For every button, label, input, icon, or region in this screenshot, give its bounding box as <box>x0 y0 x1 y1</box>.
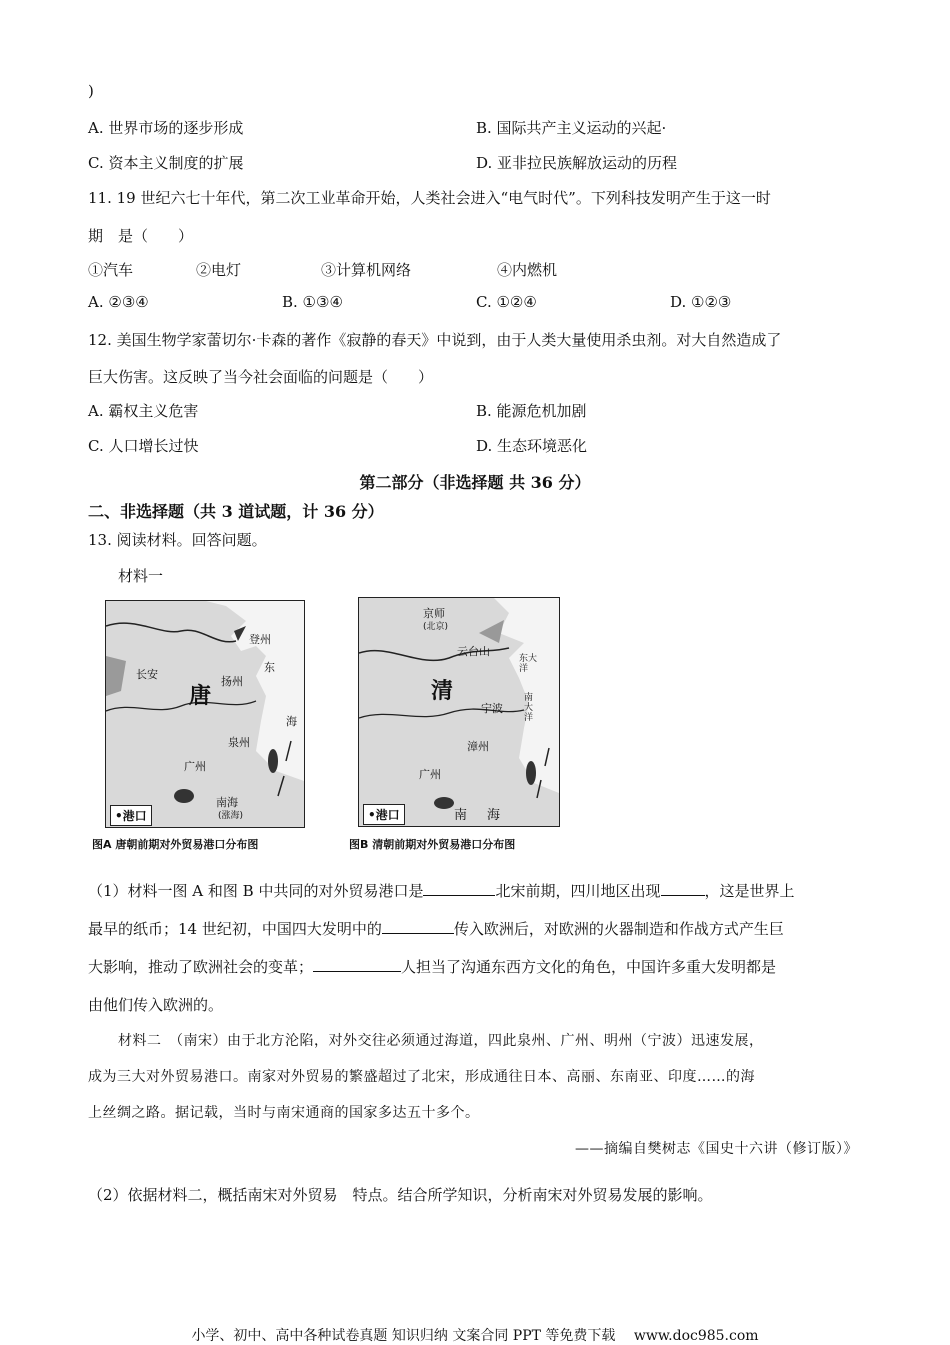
q11-option-b: B. ①③④ <box>282 293 343 311</box>
q11-item-3: ③计算机网络 <box>321 261 412 279</box>
section2-title: 二、非选择题（共 3 道试题，计 36 分） <box>88 502 384 521</box>
q12-stem-line2: 巨大伤害。这反映了当今社会面临的问题是（ ） <box>88 368 434 386</box>
map-a-label-tang: 唐 <box>189 684 212 709</box>
top-paren: ) <box>88 82 94 100</box>
map-a-label-zhanghai: (涨海) <box>218 811 244 821</box>
material2-line3: 上丝绸之路。据记载，当时与南宋通商的国家多达五十多个。 <box>88 1105 480 1121</box>
map-b-label-nandayang: 南大洋 <box>524 693 534 723</box>
part2-title: 第二部分（非选择题 共 36 分） <box>359 473 591 492</box>
q11-item-4: ④内燃机 <box>497 261 558 279</box>
q10-option-c: C. 资本主义制度的扩展 <box>88 154 244 172</box>
q11-stem-line2: 期 是（ ） <box>88 227 194 245</box>
map-b-label-beijing: (北京) <box>423 622 449 632</box>
q13-sub1-line1: （1）材料一图 A 和图 B 中共同的对外贸易港口是 北宋前期，四川地区出现 ，这是世界上 <box>88 882 795 900</box>
q12-option-a: A. 霸权主义危害 <box>88 402 199 420</box>
q11-option-d: D. ①②③ <box>670 293 732 311</box>
map-a-caption: 图A 唐朝前期对外贸易港口分布图 <box>92 838 259 851</box>
map-b-label-ningbo: 宁波 <box>481 702 503 715</box>
q11-item-2: ②电灯 <box>196 261 242 279</box>
map-b-label-jingshi: 京师 <box>423 607 445 620</box>
map-a-drawing <box>106 601 304 827</box>
material2-line2: 成为三大对外贸易港口。南家对外贸易的繁盛超过了北宋，形成通往日本、高丽、东南亚、印度……的海 <box>88 1069 755 1085</box>
page-footer: 小学、初中、高中各种试卷真题 知识归纳 文案合同 PPT 等免费下载 www.doc985.com <box>191 1328 759 1344</box>
q13-sub1-line3: 大影响，推动了欧洲社会的变革； 人担当了沟通东西方文化的角色，中国许多重大发明都是 <box>88 958 777 976</box>
q12-option-d: D. 生态环境恶化 <box>476 437 588 455</box>
map-a-label-yangzhou: 扬州 <box>221 675 243 688</box>
map-b <box>358 597 560 827</box>
q10-option-b: B. 国际共产主义运动的兴起· <box>476 119 667 137</box>
q11-item-1: ①汽车 <box>88 261 134 279</box>
blank-4[interactable] <box>313 957 401 972</box>
material1-label: 材料一 <box>118 567 164 585</box>
q12-stem-line1: 12. 美国生物学家蕾切尔·卡森的著作《寂静的春天》中说到，由于人类大量使用杀虫剂。对大自然造成了 <box>88 331 782 349</box>
map-a-label-quanzhou: 泉州 <box>228 736 250 749</box>
map-b-label-nan: 南 <box>454 808 468 823</box>
map-a-label-dengzhou: 登州 <box>249 633 271 646</box>
map-a-label-guangzhou: 广州 <box>184 760 206 773</box>
q13-sub1-line4: 由他们传入欧洲的。 <box>88 996 224 1014</box>
q10-option-d: D. 亚非拉民族解放运动的历程 <box>476 154 678 172</box>
map-b-caption: 图B 清朝前期对外贸易港口分布图 <box>349 838 516 851</box>
map-b-label-dongdayang: 东大洋 <box>519 654 538 674</box>
map-b-label-zhangzhou: 漳州 <box>467 740 489 753</box>
material2-line1: 材料二 （南宋）由于北方沦陷，对外交往必须通过海道，四此泉州、广州、明州（宁波）迅速发展， <box>118 1033 764 1049</box>
q13-sub2: （2）依据材料二，概括南宋对外贸易 特点。结合所学知识，分析南宋对外贸易发展的影响。 <box>88 1186 713 1204</box>
q13-intro: 13. 阅读材料。回答问题。 <box>88 531 267 549</box>
map-b-label-yuntaishan: 云台山 <box>457 645 490 658</box>
q11-option-c: C. ①②④ <box>476 293 537 311</box>
q11-option-a: A. ②③④ <box>88 293 149 311</box>
blank-1[interactable] <box>423 881 495 896</box>
map-a-label-dong: 东 <box>264 661 275 674</box>
q13-sub1-line2: 最早的纸币；14 世纪初，中国四大发明中的 传入欧洲后，对欧洲的火器制造和作战方式产生巨 <box>88 920 784 938</box>
map-b-legend: •港口 <box>363 804 405 825</box>
map-a-label-nanhai: 南海 <box>216 796 238 809</box>
q12-option-b: B. 能源危机加剧 <box>476 402 587 420</box>
q11-stem-line1: 11. 19 世纪六七十年代，第二次工业革命开始，人类社会进入“电气时代”。下列科技发明产生于这一时 <box>88 189 771 207</box>
map-a-label-hai: 海 <box>286 715 297 728</box>
q12-option-c: C. 人口增长过快 <box>88 437 199 455</box>
map-a-legend: •港口 <box>110 805 152 826</box>
map-b-label-qing: 清 <box>431 679 454 704</box>
map-a-label-changan: 长安 <box>136 668 158 681</box>
material2-source: ——摘编自樊树志《国史十六讲（修订版）》 <box>575 1141 858 1157</box>
q10-option-a: A. 世界市场的逐步形成 <box>88 119 244 137</box>
blank-3[interactable] <box>382 919 454 934</box>
map-b-label-hai: 海 <box>487 808 501 823</box>
map-b-label-guangzhou: 广州 <box>419 768 441 781</box>
map-a <box>105 600 305 828</box>
blank-2[interactable] <box>661 881 705 896</box>
